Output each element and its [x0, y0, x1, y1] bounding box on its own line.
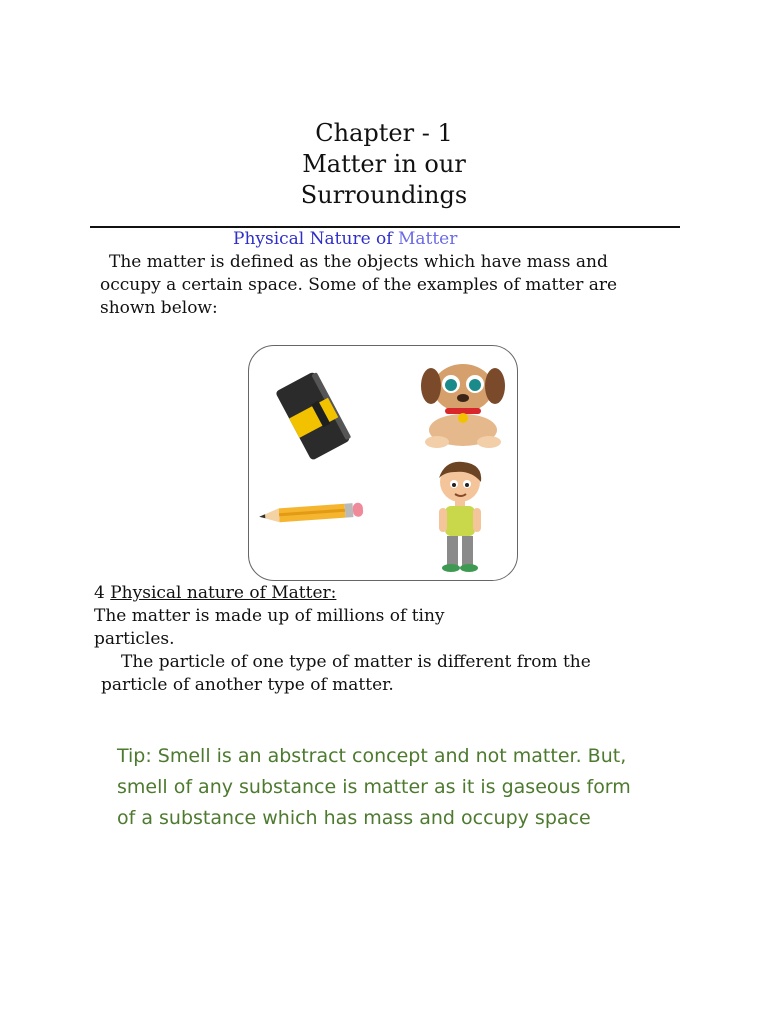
intro-line: shown below: [100, 298, 218, 318]
heading-number: 4 [94, 583, 105, 603]
body-line: The matter is made up of millions of tiny [94, 606, 445, 626]
body-line: The particle of one type of matter is different from the [121, 652, 591, 672]
pencil-icon [257, 498, 367, 526]
matter-examples-image [248, 345, 518, 581]
tip-line: smell of any substance is matter as it is gaseous form [117, 776, 631, 798]
body-line: particles. [94, 629, 175, 649]
tip-box [117, 741, 657, 834]
dog-icon [413, 358, 513, 450]
chapter-number: Chapter - 1 [315, 119, 453, 147]
body-line: particle of another type of matter. [101, 675, 394, 695]
intro-line: occupy a certain space. Some of the examples of matter are [100, 275, 618, 295]
intro-paragraph [100, 251, 640, 320]
chapter-title [0, 118, 768, 211]
boy-icon [425, 460, 495, 576]
section-heading-part1: Physical Nature of [233, 229, 393, 249]
notebook-icon [275, 368, 355, 464]
tip-line: Tip: Smell is an abstract concept and not matter. But, [117, 745, 627, 767]
section-heading-part2: Matter [397, 229, 458, 249]
heading-text: Physical nature of Matter: [110, 583, 337, 603]
chapter-name-line2: Surroundings [300, 181, 468, 209]
intro-line: The matter is defined as the objects which have mass and [109, 252, 608, 272]
chapter-name-line1: Matter in our [302, 150, 466, 178]
title-divider [90, 226, 680, 228]
section-heading [233, 229, 457, 249]
physical-nature-heading [94, 583, 336, 603]
tip-line: of a substance which has mass and occupy space [117, 807, 591, 829]
